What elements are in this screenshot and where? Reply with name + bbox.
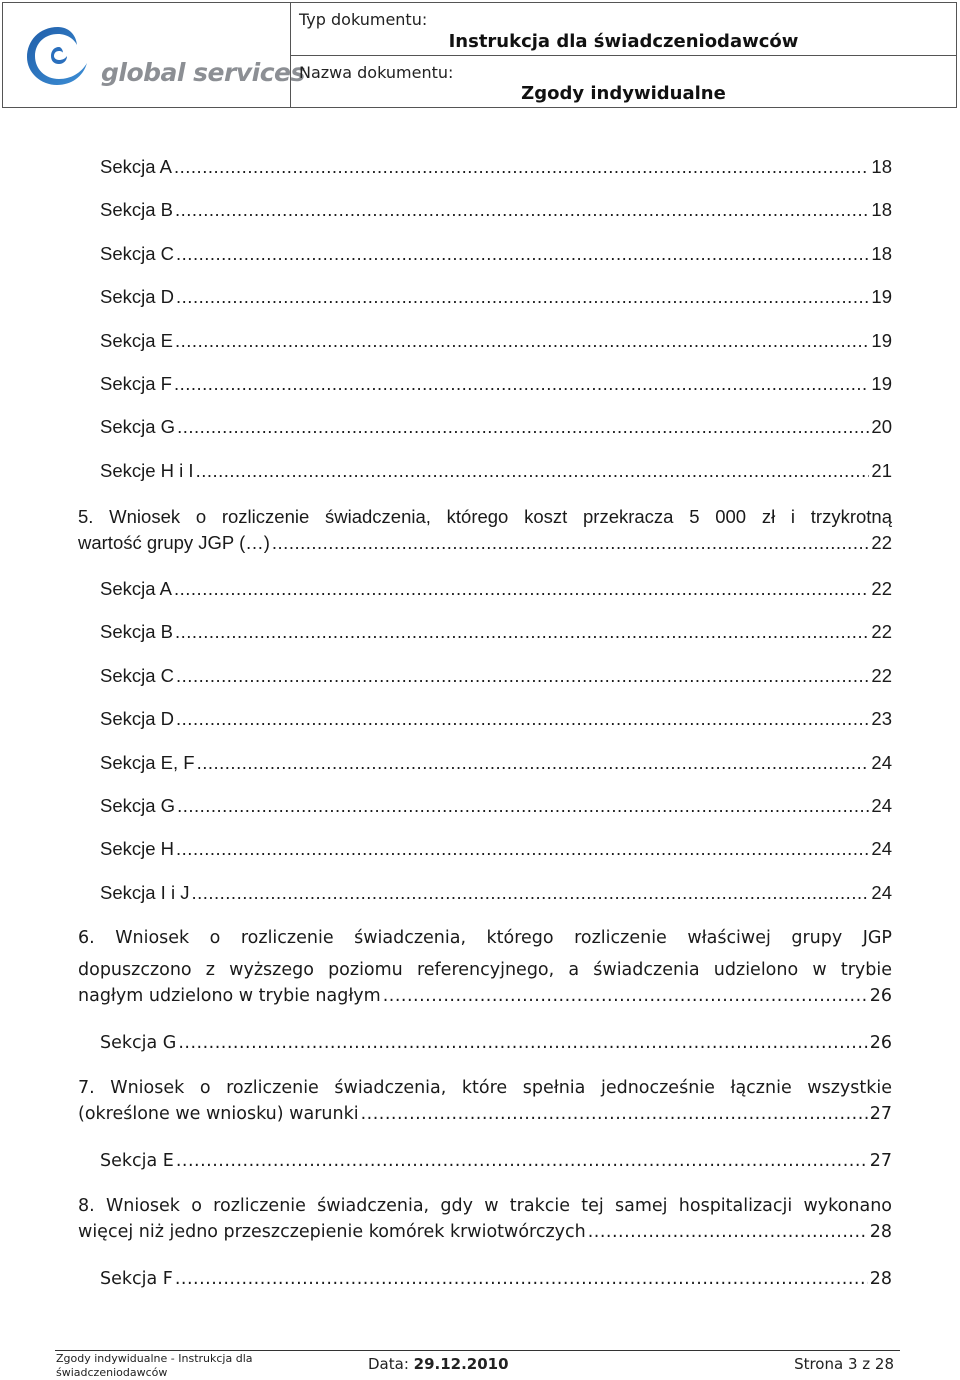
toc-chapter-title-end: nagłym udzielono w trybie nagłym	[78, 986, 381, 1006]
toc-entry-title: Sekcja E	[100, 1151, 174, 1171]
toc-entry-page: 22	[871, 621, 892, 642]
toc-entry-title: Sekcja F	[100, 1269, 173, 1289]
toc-entry-page: 28	[869, 1269, 892, 1289]
toc-leader	[272, 533, 870, 565]
toc-entry-title: Sekcja D	[100, 286, 175, 307]
toc-chapter-last-line	[78, 1104, 892, 1136]
toc-leader	[176, 1148, 868, 1174]
toc-entry-title: Sekcja F	[100, 373, 172, 394]
toc-entry-page: 24	[871, 795, 892, 816]
toc-entry-page: 18	[871, 156, 892, 177]
toc-entry-page: 19	[871, 330, 892, 351]
toc-leader	[175, 197, 869, 223]
toc-chapter-title-end: więcej niż jedno przeszczepienie komórek krwiotwórczych	[78, 1222, 586, 1242]
toc-chapter-page: 28	[869, 1222, 892, 1242]
toc-entry-page: 20	[871, 416, 892, 437]
toc-chapter-last-line	[78, 1222, 892, 1254]
toc-chapter-title-end: wartość grupy JGP (…)	[78, 533, 270, 553]
toc-entry[interactable]	[100, 663, 892, 689]
toc-entry[interactable]	[100, 1030, 892, 1056]
toc-entry[interactable]	[100, 458, 892, 484]
toc-entry-page: 18	[871, 243, 892, 264]
toc-entry-title: Sekcja D	[100, 708, 175, 729]
toc-entry-title: Sekcja G	[100, 1033, 177, 1053]
toc-entry[interactable]	[100, 414, 892, 440]
toc-chapter-page: 27	[869, 1104, 892, 1124]
footer-document-title: Zgody indywidualne - Instrukcja dla świadczeniodawców	[56, 1352, 253, 1379]
toc-leader	[174, 371, 869, 397]
toc-chapter-title-line: 7. Wniosek o rozliczenie świadczenia, które spełnia jednocześnie łącznie wszystkie	[78, 1078, 892, 1098]
toc-chapter-title-line: dopuszczono z wyższego poziomu referencyjnego, a świadczenia udzielono w trybie	[78, 960, 892, 980]
toc-chapter-6[interactable]	[78, 922, 892, 1018]
toc-entry[interactable]	[100, 371, 892, 397]
toc-entry[interactable]	[100, 328, 892, 354]
doc-type-label: Typ dokumentu:	[299, 10, 428, 29]
toc-entry-title: Sekcja G	[100, 795, 176, 816]
toc-entry-page: 27	[869, 1151, 892, 1171]
toc-entry[interactable]	[100, 197, 892, 223]
toc-entry-title: Sekcja A	[100, 156, 172, 177]
toc-leader	[177, 414, 869, 440]
toc-entry[interactable]	[100, 836, 892, 862]
toc-leader	[176, 241, 869, 267]
toc-leader	[176, 284, 869, 310]
toc-leader	[176, 706, 869, 732]
toc-chapter-5[interactable]	[78, 501, 892, 565]
toc-entry-title: Sekcja B	[100, 199, 174, 220]
toc-chapter-8[interactable]	[78, 1190, 892, 1254]
toc-entry[interactable]	[100, 241, 892, 267]
toc-chapter-page: 26	[869, 986, 892, 1006]
toc-entry-title: Sekcje H i I	[100, 460, 194, 481]
doc-type-value: Instrukcja dla świadczeniodawców	[448, 30, 799, 52]
toc-leader	[588, 1222, 868, 1254]
toc-leader	[197, 750, 870, 776]
toc-entry-page: 26	[869, 1033, 892, 1053]
toc-entry-title: Sekcja E	[100, 330, 174, 351]
toc-leader	[175, 328, 869, 354]
toc-entry[interactable]	[100, 1148, 892, 1174]
toc-chapter-title-end: (określone we wniosku) warunki	[78, 1104, 359, 1124]
toc-leader	[174, 154, 869, 180]
toc-leader	[361, 1104, 868, 1136]
doc-name-label: Nazwa dokumentu:	[299, 62, 454, 82]
toc-leader	[196, 458, 870, 484]
toc-chapter-last-line	[78, 533, 892, 565]
toc-entry-title: Sekcja I i J	[100, 882, 190, 903]
toc-entry-page: 24	[871, 882, 892, 903]
footer-date-label: Data:	[368, 1355, 414, 1373]
toc-entry[interactable]	[100, 619, 892, 645]
toc-entry-page: 18	[871, 199, 892, 220]
toc-entry[interactable]	[100, 1266, 892, 1292]
toc-entry-page: 24	[871, 838, 892, 859]
toc-entry[interactable]	[100, 750, 892, 776]
toc-leader	[175, 619, 869, 645]
toc-entry-page: 19	[871, 286, 892, 307]
logo-wordmark: global services	[101, 58, 305, 87]
toc-leader	[191, 880, 869, 906]
toc-chapter-page: 22	[871, 533, 892, 553]
toc-leader	[383, 986, 868, 1018]
toc-leader	[174, 576, 869, 602]
toc-entry-page: 22	[871, 665, 892, 686]
toc-entry-page: 21	[871, 460, 892, 481]
toc-chapter-7[interactable]	[78, 1072, 892, 1136]
toc-leader	[177, 793, 869, 819]
toc-entry-title: Sekcja G	[100, 416, 176, 437]
footer-divider	[55, 1350, 900, 1351]
toc-leader	[176, 663, 869, 689]
toc-entry-page: 19	[871, 373, 892, 394]
toc-entry-page: 24	[871, 752, 892, 773]
toc-leader	[175, 1266, 868, 1292]
toc-leader	[176, 836, 869, 862]
toc-entry-page: 23	[871, 708, 892, 729]
toc-chapter-last-line	[78, 986, 892, 1018]
doc-name-value: Zgody indywidualne	[521, 83, 726, 104]
footer-date-value: 29.12.2010	[413, 1355, 509, 1373]
toc-entry-title: Sekcje H	[100, 838, 175, 859]
toc-chapter-title-line: 5. Wniosek o rozliczenie świadczenia, którego koszt przekracza 5 000 zł i trzykrotną	[78, 506, 892, 527]
footer-date	[368, 1355, 509, 1373]
toc-entry-title: Sekcja C	[100, 243, 175, 264]
toc-entry-title: Sekcja A	[100, 578, 172, 599]
toc-entry[interactable]	[100, 284, 892, 310]
toc-entry[interactable]	[100, 154, 892, 180]
toc-entry-page: 22	[871, 578, 892, 599]
toc-leader	[178, 1030, 867, 1056]
toc-entry-title: Sekcja E, F	[100, 752, 195, 773]
footer-page-number: Strona 3 z 28	[794, 1355, 894, 1373]
toc-entry[interactable]	[100, 793, 892, 819]
toc-chapter-title-line: 8. Wniosek o rozliczenie świadczenia, gdy w trakcie tej samej hospitalizacji wykonano	[78, 1196, 892, 1216]
toc-chapter-title-line: 6. Wniosek o rozliczenie świadczenia, którego rozliczenie właściwej grupy JGP	[78, 928, 892, 948]
toc-entry-title: Sekcja B	[100, 621, 174, 642]
toc-entry-title: Sekcja C	[100, 665, 175, 686]
toc-entry[interactable]	[100, 706, 892, 732]
toc-entry[interactable]	[100, 576, 892, 602]
toc-entry[interactable]	[100, 880, 892, 906]
